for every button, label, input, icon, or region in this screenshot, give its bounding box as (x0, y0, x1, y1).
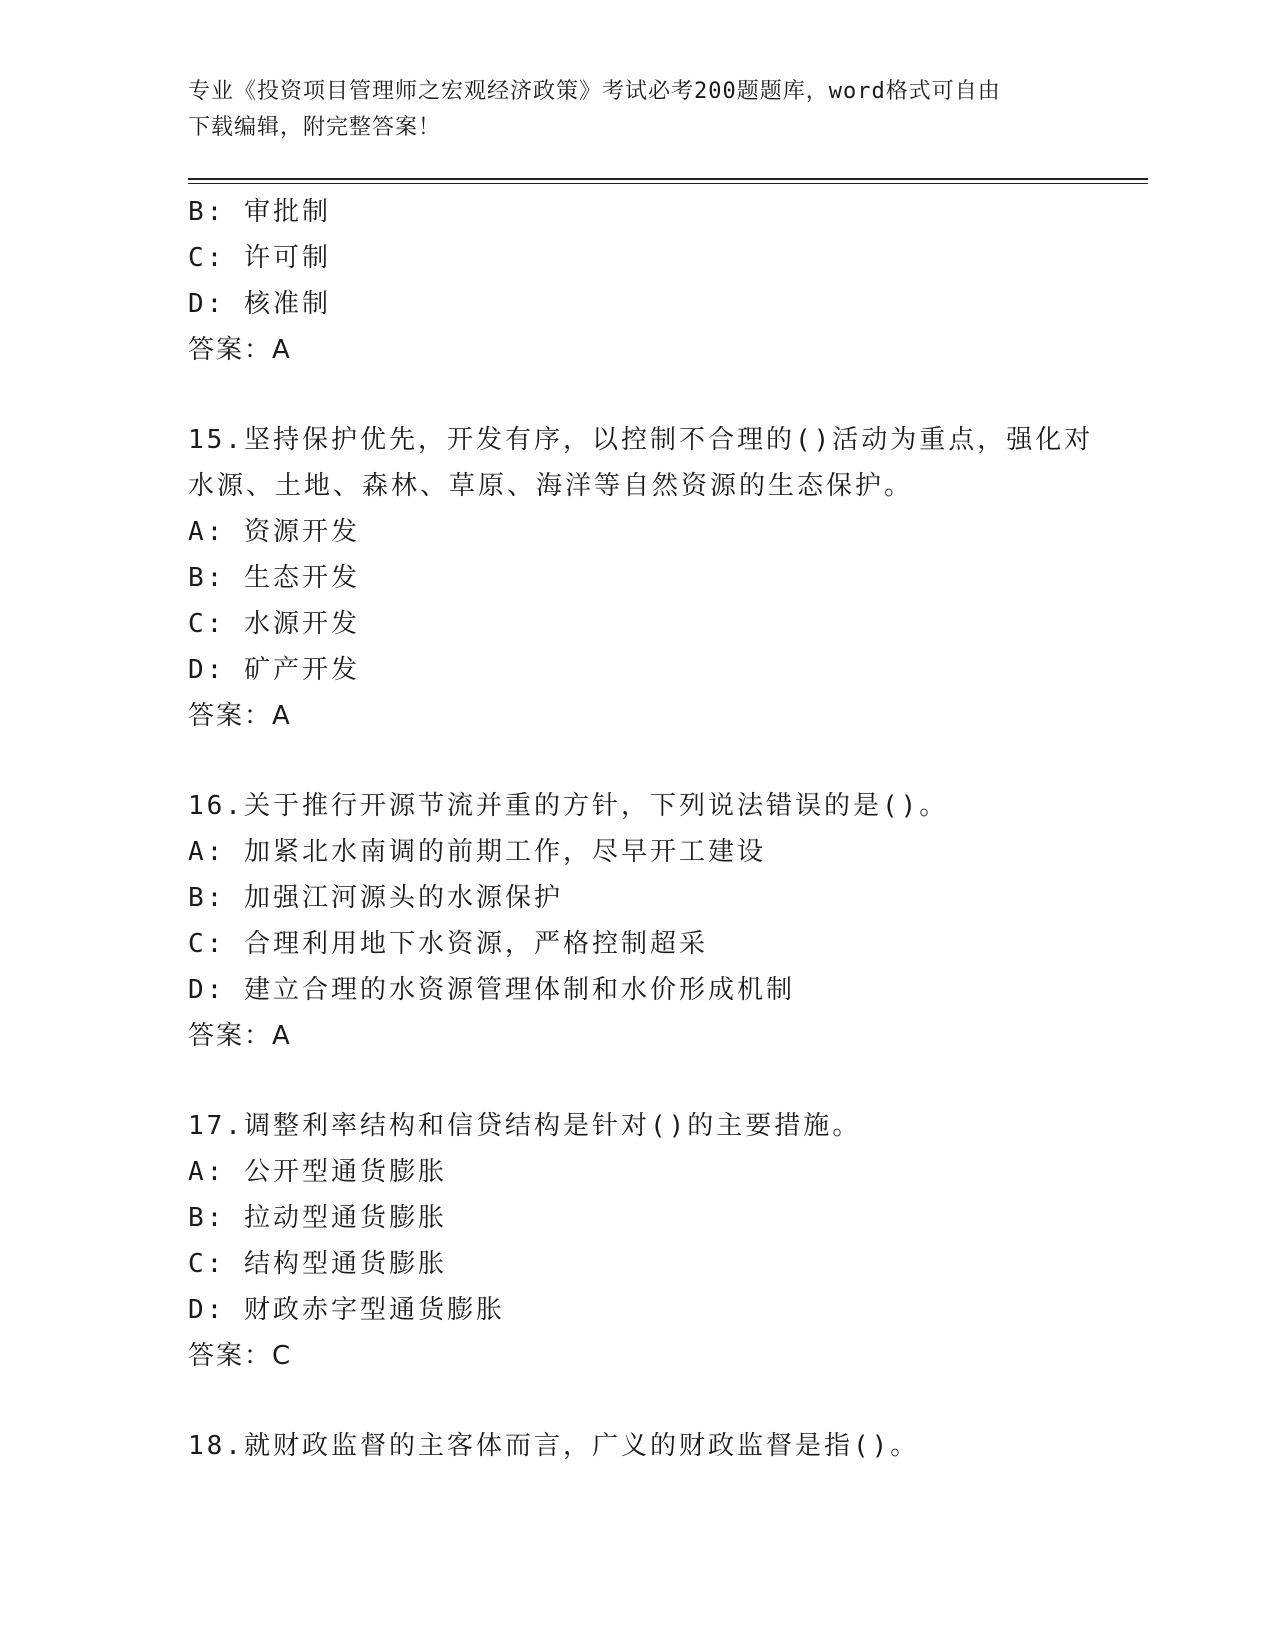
question-17 (188, 1103, 1088, 1379)
option-d: D: 财政赤字型通货膨胀 (188, 1295, 505, 1325)
option-b: B: 生态开发 (188, 563, 360, 593)
answer: 答案：A (188, 701, 292, 731)
question-stem: 15.坚持保护优先，开发有序，以控制不合理的()活动为重点，强化对 (188, 425, 1094, 455)
option-c: C: 结构型通货膨胀 (188, 1249, 447, 1279)
option-b: B: 加强江河源头的水源保护 (188, 883, 563, 913)
question-list (188, 189, 1094, 1469)
question-14 (188, 189, 1088, 373)
option-a: A: 公开型通货膨胀 (188, 1157, 447, 1187)
header-line-1: 专业《投资项目管理师之宏观经济政策》考试必考200题题库，word格式可自由 (188, 79, 1001, 104)
header-divider-thick (188, 178, 1148, 180)
option-a: A: 加紧北水南调的前期工作，尽早开工建设 (188, 837, 766, 867)
question-stem: 16.关于推行开源节流并重的方针，下列说法错误的是()。 (188, 791, 949, 821)
option-c: C: 水源开发 (188, 609, 360, 639)
option-b: B: 审批制 (188, 197, 331, 227)
question-stem: 17.调整利率结构和信贷结构是针对()的主要措施。 (188, 1111, 862, 1141)
option-c: C: 许可制 (188, 243, 331, 273)
option-b: B: 拉动型通货膨胀 (188, 1203, 447, 1233)
answer: 答案：C (188, 1341, 293, 1371)
header-divider-thin (188, 183, 1148, 184)
option-d: D: 建立合理的水资源管理体制和水价形成机制 (188, 975, 795, 1005)
answer: 答案：A (188, 1021, 292, 1051)
document-header (188, 74, 1088, 146)
option-d: D: 核准制 (188, 289, 331, 319)
question-16 (188, 783, 1088, 1059)
question-stem: 18.就财政监督的主客体而言，广义的财政监督是指()。 (188, 1431, 920, 1461)
answer: 答案：A (188, 335, 292, 365)
option-d: D: 矿产开发 (188, 655, 360, 685)
question-stem-cont: 水源、土地、森林、草原、海洋等自然资源的生态保护。 (188, 471, 914, 501)
question-15 (188, 417, 1094, 739)
option-c: C: 合理利用地下水资源，严格控制超采 (188, 929, 708, 959)
header-line-2: 下载编辑，附完整答案！ (188, 115, 442, 140)
question-18 (188, 1423, 1088, 1469)
option-a: A: 资源开发 (188, 517, 360, 547)
